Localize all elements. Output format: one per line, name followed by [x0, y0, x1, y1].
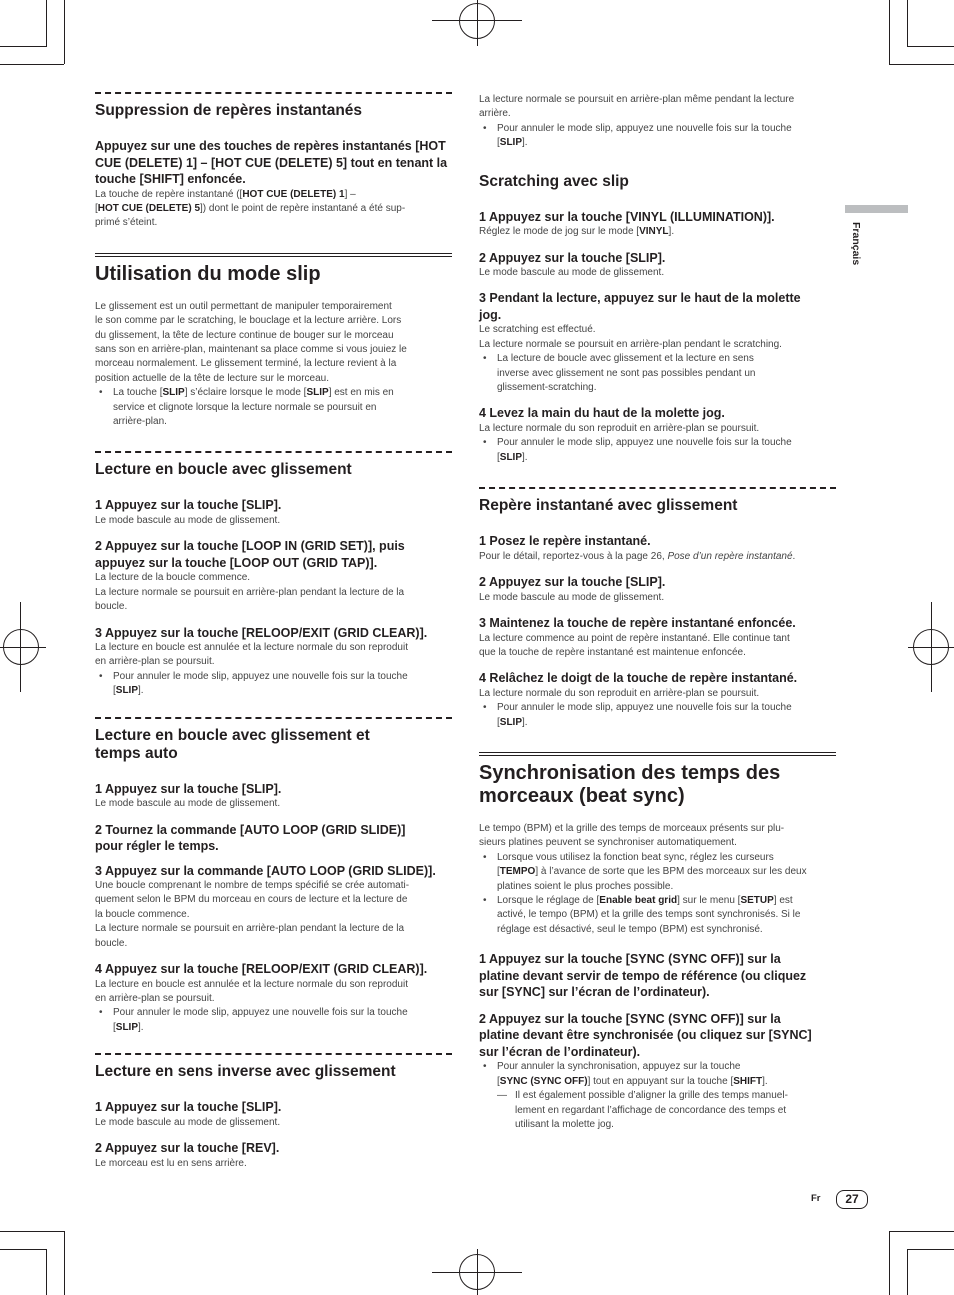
beat-sync-intro: Le tempo (BPM) et la grille des temps de morceaux présents sur plu- sieurs platines peuvent se synchroniser automatiquement. — [479, 823, 785, 849]
heading-loop-slip: Lecture en boucle avec glissement — [95, 461, 352, 479]
step-text: 4 Levez la main du haut de la molette jog. — [479, 406, 725, 421]
step-note: Le mode bascule au mode de glissement. — [95, 798, 281, 810]
step-text: 2 Appuyez sur la touche [REV]. — [95, 1141, 280, 1156]
step-note: Une boucle comprenant le nombre de temps spécifié se crée automati- quement selon le BPM du morceau en cours de lecture et la lecture de la boucle commence. La lecture normale se poursuit en arrière-plan pendant la lecture de la boucle. — [95, 880, 410, 949]
step-text: 1 Appuyez sur la touche [VINYL (ILLUMINATION)]. — [479, 209, 775, 224]
heading-reverse-slip: Lecture en sens inverse avec glissement — [95, 1063, 396, 1081]
step-note: Réglez le mode de jog sur le mode [VINYL]. — [479, 226, 675, 238]
step-note: La lecture commence au point de repère instantané. Elle continue tant que la touche de repère instantané est maintenue enfoncée. — [479, 632, 790, 658]
bullet-cancel-slip: • Pour annuler le mode slip, appuyez une nouvelle fois sur la touche [SLIP]. — [95, 1006, 452, 1035]
bullet-cancel-slip: • Pour annuler le mode slip, appuyez une nouvelle fois sur la touche [SLIP]. — [479, 436, 836, 465]
bullet-cancel-sync: • Pour annuler la synchronisation, appuyez sur la touche [SYNC (SYNC OFF)] tout en appuyant sur la touche [SHIFT]. — [479, 1060, 836, 1089]
step-note: Le mode bascule au mode de glissement. — [479, 591, 665, 603]
step-text: 1 Appuyez sur la touche [SYNC (SYNC OFF)] sur la platine devant servir de tempo de référence (ou cliquez sur [SYNC] sur l’écran de l’ordinateur). — [479, 952, 807, 1000]
footer-language: Fr — [811, 1193, 821, 1204]
page-number: 27 — [836, 1190, 868, 1209]
bullet-cancel-slip: • Pour annuler le mode slip, appuyez une nouvelle fois sur la touche [SLIP]. — [479, 701, 836, 730]
step-note: La lecture en boucle est annulée et la lecture normale du son reproduit en arrière-plan se poursuit. — [95, 978, 408, 1004]
slip-intro: Le glissement est un outil permettant de manipuler temporairement le son comme par le scratching, le bouclage et la lecture arrière. Lors du glissement, la tête de lecture continue de bouger sur le morceau sans son en arrière-plan, maintenant sa place comme si vous jouiez le morceau normalement. Le glissement terminé, la lecture revient à la position actuelle de la tête de lecture sur le morceau. — [95, 300, 407, 384]
step-text: 2 Tournez la commande [AUTO LOOP (GRID SLIDE)] pour régler le temps. — [95, 822, 406, 854]
right-column — [479, 93, 836, 1132]
dash-note-grid: — Il est également possible d’aligner la grille des temps manuel- lement en regardant l’affichage de concordance des temps et utilisant la molette jog. — [479, 1089, 836, 1132]
step-note: Le scratching est effectué. La lecture normale se poursuit en arrière-plan pendant le scratching. — [479, 324, 782, 350]
language-tab-label: Français — [850, 222, 862, 266]
step-note: La lecture normale du son reproduit en arrière-plan se poursuit. — [479, 422, 760, 434]
step-text: 1 Posez le repère instantané. — [479, 534, 651, 549]
bullet-cancel-slip: • Pour annuler le mode slip, appuyez une nouvelle fois sur la touche [SLIP]. — [95, 670, 452, 699]
step-note: Le mode bascule au mode de glissement. — [95, 514, 281, 526]
step-text: 1 Appuyez sur la touche [SLIP]. — [95, 498, 282, 513]
reverse-note: La lecture normale se poursuit en arrière-plan même pendant la lecture arrière. — [479, 94, 795, 120]
step-text: 4 Appuyez sur la touche [RELOOP/EXIT (GRID CLEAR)]. — [95, 962, 428, 977]
bullet-cancel-slip: • Pour annuler le mode slip, appuyez une nouvelle fois sur la touche [SLIP]. — [479, 122, 836, 151]
heading-loop-slip-auto: Lecture en boucle avec glissement et temps auto — [95, 726, 370, 762]
step-note: La lecture normale du son reproduit en arrière-plan se poursuit. — [479, 687, 760, 699]
step-text: 2 Appuyez sur la touche [LOOP IN (GRID SET)], puis appuyez sur la touche [LOOP OUT (GRID TAP)]. — [95, 539, 405, 570]
bullet-scratch-limit: • La lecture de boucle avec glissement et la lecture en sens inverse avec glissement ne sont pas possibles pendant un glissement-scratching. — [479, 352, 836, 395]
step-note: Le mode bascule au mode de glissement. — [95, 1116, 281, 1128]
step-text: 1 Appuyez sur la touche [SLIP]. — [95, 781, 282, 796]
step-text: 3 Appuyez sur la commande [AUTO LOOP (GRID SLIDE)]. — [95, 863, 436, 878]
step-text: 3 Maintenez la touche de repère instantané enfoncée. — [479, 616, 796, 630]
step-text: 1 Appuyez sur la touche [SLIP]. — [95, 1100, 282, 1115]
section-slip-mode — [95, 253, 452, 286]
step-note: Le mode bascule au mode de glissement. — [479, 267, 665, 279]
step-hot-cue-delete: Appuyez sur une des touches de repères instantanés [HOT CUE (DELETE) 1] – [HOT CUE (DELETE) 5] tout en tenant la touche [SHIFT] enfoncée. — [95, 139, 448, 186]
step-text: 2 Appuyez sur la touche [SLIP]. — [479, 575, 666, 590]
bullet-beat-grid: • Lorsque le réglage de [Enable beat grid] sur le menu [SETUP] est activé, le tempo (BPM) et la grille des temps sont synchronisés. Si le réglage est désactivé, seul le tempo (BPM) est synchronisé. — [479, 894, 836, 937]
heading-scratching-slip: Scratching avec slip — [479, 172, 629, 190]
step-note: Pour le détail, reportez-vous à la page 26, Pose d’un repère instantané. — [479, 550, 796, 562]
heading-suppression: Suppression de repères instantanés — [95, 102, 363, 119]
section-beat-sync — [479, 752, 836, 808]
step-text: 3 Appuyez sur la touche [RELOOP/EXIT (GRID CLEAR)]. — [95, 625, 428, 640]
heading-hot-cue-slip: Repère instantané avec glissement — [479, 497, 738, 515]
step-note: Le morceau est lu en sens arrière. — [95, 1157, 247, 1169]
bullet-tempo: • Lorsque vous utilisez la fonction beat sync, réglez les curseurs [TEMPO] à l’avance de sorte que les BPM des morceaux sur les deux platines soient le plus proches possible. — [479, 851, 836, 894]
step-text: 4 Relâchez le doigt de la touche de repère instantané. — [479, 671, 798, 686]
language-tab-bar — [845, 205, 908, 213]
bullet-slip-light: • La touche [SLIP] s’éclaire lorsque le mode [SLIP] est en mis en service et clignote lorsque la lecture normale se poursuit en arrière-plan. — [95, 386, 452, 429]
step-text: 2 Appuyez sur la touche [SLIP]. — [479, 250, 666, 265]
step-text: 3 Pendant la lecture, appuyez sur le haut de la molette jog. — [479, 291, 801, 322]
step-note: La lecture de la boucle commence. La lecture normale se poursuit en arrière-plan pendant la lecture de la boucle. — [95, 572, 405, 613]
step-text: 2 Appuyez sur la touche [SYNC (SYNC OFF)] sur la platine devant être synchronisée (ou cliquez sur [SYNC] sur l’écran de l’ordinateur). — [479, 1011, 812, 1059]
step-note: La lecture en boucle est annulée et la lecture normale du son reproduit en arrière-plan se poursuit. — [95, 642, 408, 668]
hot-cue-text: La touche de repère instantané ([HOT CUE (DELETE) 1] – [HOT CUE (DELETE) 5]) dont le point de repère instantané a été sup- primé s’éteint. — [95, 188, 406, 229]
heading-beat-sync: Synchronisation des temps des morceaux (beat sync) — [479, 762, 781, 808]
left-column — [95, 92, 452, 1171]
heading-slip-mode: Utilisation du mode slip — [95, 262, 321, 285]
